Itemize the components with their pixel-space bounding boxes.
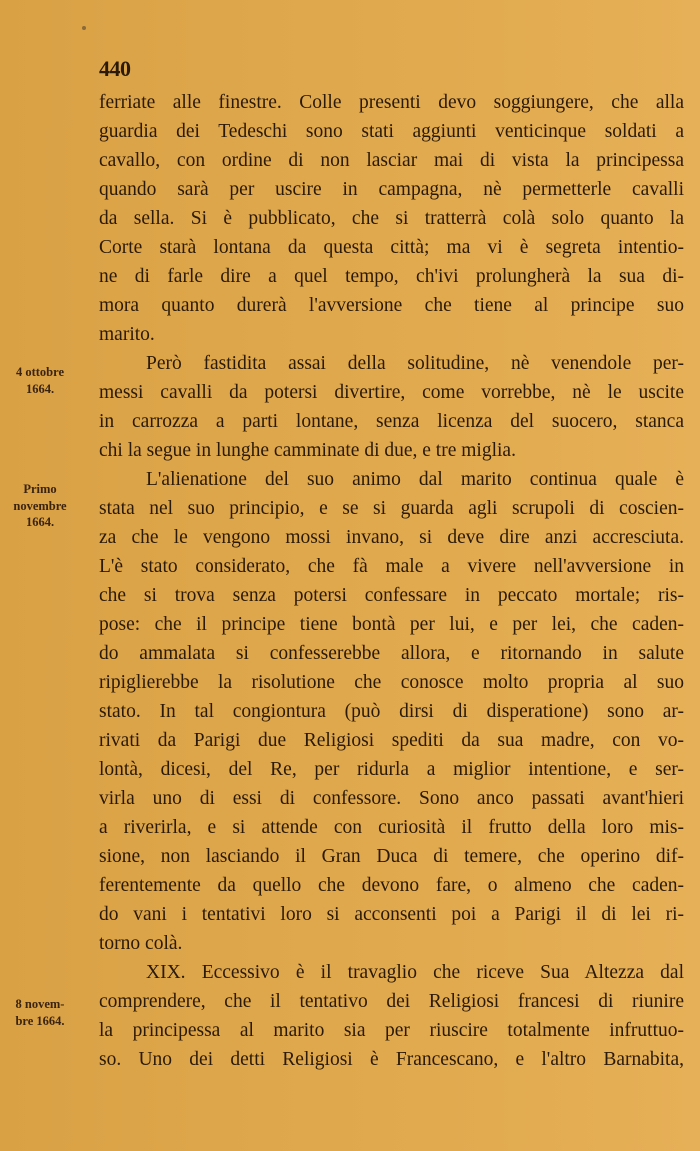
text-line: ripiglierebbe la risolutione che conosce molto propria al suo: [99, 672, 684, 693]
text-line: virla uno di essi di confessore. Sono anco passati avant'hieri: [99, 788, 684, 809]
text-line: za che le vengono mossi invano, si deve dire anzi accresciuta.: [99, 527, 684, 548]
text-line: ferentemente da quello che devono fare, o almeno che caden-: [99, 875, 684, 896]
margin-note-line: 4 ottobre: [15, 365, 65, 379]
text-line: L'è stato considerato, che fà male a vivere nell'avversione in: [99, 556, 684, 577]
text-line: comprendere, che il tentativo dei Religiosi francesi di riunire: [99, 991, 684, 1012]
text-line: la principessa al marito sia per riuscire totalmente infruttuo-: [99, 1020, 684, 1041]
text-line: stato. In tal congiontura (può dirsi di disperatione) sono ar-: [99, 701, 684, 722]
margin-note-line: 8 novem-: [15, 997, 65, 1011]
text-line: so. Uno dei detti Religiosi è Francescano, e l'altro Barnabita,: [99, 1049, 684, 1070]
margin-note-8-novembre: [4, 996, 76, 1029]
text-line: rivati da Parigi due Religiosi spediti da sua madre, con vo-: [99, 730, 684, 751]
text-line: Però fastidita assai della solitudine, nè venendole per-: [146, 353, 684, 374]
text-line: ferriate alle finestre. Colle presenti devo soggiungere, che alla: [99, 92, 684, 113]
text-line: da sella. Si è pubblicato, che si tratterrà colà solo quanto la: [99, 208, 684, 229]
text-line: sione, non lasciando il Gran Duca di temere, che operino dif-: [99, 846, 684, 867]
text-line: XIX. Eccessivo è il travaglio che riceve Sua Altezza dal: [146, 962, 684, 983]
text-line: a riverirla, e si attende con curiosità il frutto della loro mis-: [99, 817, 684, 838]
margin-note-line: Primo: [23, 482, 57, 496]
page-number: 440: [99, 56, 131, 81]
text-line: in carrozza a parti lontane, senza licenza del suocero, stanca: [99, 411, 684, 432]
margin-note-line: novembre: [13, 498, 67, 513]
text-line: messi cavalli da potersi divertire, come vorrebbe, nè le uscite: [99, 382, 684, 403]
text-line: lontà, dicesi, del Re, per ridurla a miglior intentione, e ser-: [99, 759, 684, 780]
margin-note-line: bre 1664.: [15, 1013, 65, 1028]
text-line: pose: che il principe tiene bontà per lui, e per lei, che caden-: [99, 614, 684, 635]
text-line: quando sarà per uscire in campagna, nè permetterle cavalli: [99, 179, 684, 200]
text-line: do vani i tentativi loro si acconsenti poi a Parigi il di lei ri-: [99, 904, 684, 925]
text-line: Corte starà lontana da questa città; ma vi è segreta intentio-: [99, 237, 684, 258]
text-line: mora quanto durerà l'avversione che tiene al principe suo: [99, 295, 684, 316]
margin-note-4-ottobre: [4, 364, 76, 397]
text-line: torno colà.: [99, 933, 183, 954]
text-line: marito.: [99, 324, 155, 345]
margin-note-line: 1664.: [25, 515, 55, 529]
margin-note-primo-novembre: [4, 481, 76, 531]
text-line: guardia dei Tedeschi sono stati aggiunti venticinque soldati a: [99, 121, 684, 142]
text-line: chi la segue in lunghe camminate di due, e tre miglia.: [99, 440, 516, 461]
text-line: ne di farle dire a quel tempo, ch'ivi prolungherà la sua di-: [99, 266, 684, 287]
margin-note-line: 1664.: [25, 381, 55, 396]
ink-speck: [82, 26, 86, 30]
text-line: do ammalata si confesserebbe allora, e ritornando in salute: [99, 643, 684, 664]
text-line: L'alienatione del suo animo dal marito continua quale è: [146, 469, 684, 490]
text-line: cavallo, con ordine di non lasciar mai di vista la principessa: [99, 150, 684, 171]
text-line: che si trova senza potersi confessare in peccato mortale; ris-: [99, 585, 684, 606]
body-text: [99, 88, 684, 1074]
text-line: stata nel suo principio, e se si guarda agli scrupoli di coscien-: [99, 498, 684, 519]
